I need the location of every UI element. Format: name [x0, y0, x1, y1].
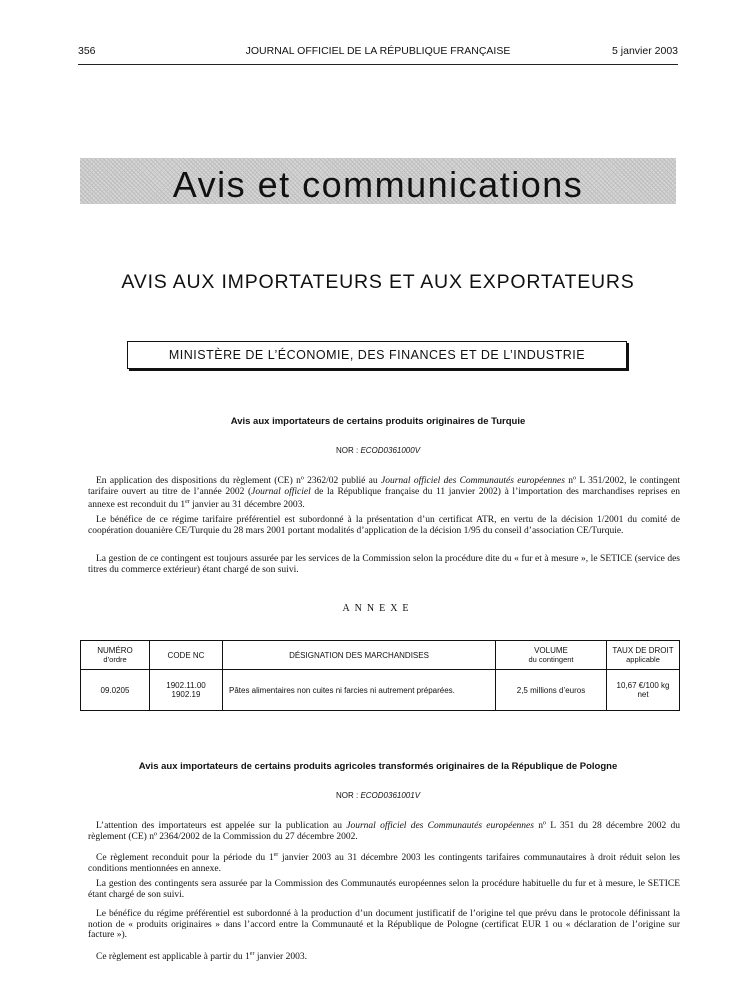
- notice2-paragraph-1: [88, 821, 680, 842]
- header-text: NUMÉRO: [97, 646, 133, 655]
- section-title: AVIS AUX IMPORTATEURS ET AUX EXPORTATEURS: [121, 271, 635, 293]
- text: L’attention des importateurs est appelée sur la publication au: [96, 821, 347, 831]
- text: Ce règlement est applicable à partir du 1: [96, 952, 250, 963]
- nor-code: ECOD0361001V: [360, 791, 421, 800]
- banner-title: Avis et communications: [172, 164, 584, 205]
- header-subtext: applicable: [626, 655, 660, 664]
- notice2-title: Avis aux importateurs de certains produits agricoles transformés originaires de la République de Pologne: [138, 761, 618, 772]
- col-numero-header: [81, 641, 150, 670]
- journal-ce-ref: Journal officiel des Communautés européennes: [346, 821, 534, 831]
- nor-label: NOR :: [335, 446, 359, 455]
- text: En application des dispositions du règlement (CE) nº 2362/02 publié au: [96, 476, 381, 486]
- text: nº L 351 du 28 décembre 2002 du règlement (CE) nº 2364/2002 de la Commission du 27 décembre 2002.: [88, 821, 680, 842]
- code-line: 1902.19: [171, 690, 201, 699]
- superscript: er: [185, 499, 190, 506]
- page-number: 356: [78, 45, 96, 57]
- notice2-paragraph-2: [88, 850, 680, 874]
- table-row: [81, 670, 680, 711]
- col-designation-header: DÉSIGNATION DES MARCHANDISES: [223, 641, 496, 670]
- annexe-label: ANNEXE: [342, 603, 414, 614]
- text: de la République française du 11 janvier 2002) à l’importation des marchandises reprises en annexe est reconduit du 1: [88, 486, 680, 511]
- annex-table: [80, 640, 680, 711]
- journal-title: JOURNAL OFFICIEL DE LA RÉPUBLIQUE FRANÇAISE: [245, 45, 511, 57]
- nor-label: NOR :: [335, 791, 359, 800]
- nor-code: ECOD0361000V: [360, 446, 421, 455]
- text: nº L 351/2002, le contingent tarifaire ouvert au titre de l’année 2002 (: [88, 476, 680, 497]
- text: Ce règlement reconduit pour la période du 1: [96, 853, 274, 864]
- cell-taux: 10,67 €/100 kg net: [607, 670, 680, 711]
- journal-ce-ref: Journal officiel des Communautés européennes: [381, 476, 565, 486]
- ministry-box: MINISTÈRE DE L’ÉCONOMIE, DES FINANCES ET DE L’INDUSTRIE: [127, 341, 627, 369]
- cell-code: [150, 670, 223, 711]
- page-header: [78, 45, 678, 61]
- col-code-header: CODE NC: [150, 641, 223, 670]
- superscript: er: [249, 951, 255, 957]
- header-text: TAUX DE DROIT: [612, 646, 674, 655]
- text: janvier 2003.: [254, 952, 307, 963]
- notice1-nor: [40, 446, 716, 455]
- text: janvier au 31 décembre 2003.: [189, 500, 305, 511]
- cell-numero: 09.0205: [81, 670, 150, 711]
- notice2-paragraph-3: La gestion des contingents sera assurée par la Commission des Communautés européennes selon la procédure habituelle du fur et à mesure, le SETICE étant chargé de son suivi.: [88, 879, 680, 900]
- header-rule: [78, 64, 678, 65]
- col-taux-header: [607, 641, 680, 670]
- header-subtext: d’ordre: [103, 655, 127, 664]
- notice1-paragraph-2: Le bénéfice de ce régime tarifaire préférentiel est subordonné à la présentation d’un certificat ATR, en vertu de la décision 1/2001 du comité de coopération douanière CE/Turquie du 28 mars 2001 portant modalités d’application de la décision 1/95 du conseil d’association CE/Turquie.: [88, 515, 680, 536]
- superscript: er: [273, 852, 279, 858]
- cell-volume: 2,5 millions d’euros: [496, 670, 607, 711]
- notice1-title: Avis aux importateurs de certains produits originaires de Turquie: [230, 416, 526, 427]
- col-volume-header: [496, 641, 607, 670]
- journal-officiel-ref: Journal officiel: [251, 486, 311, 497]
- notice2-paragraph-4: Le bénéfice du régime préférentiel est subordonné à la production d’un document justificatif de l’origine tel que prévu dans le protocole définissant la notion de « produits originaires » dans l’accord entre la Communauté et la République de Pologne (certificat EUR 1 ou « déclaration de l’origine sur facture »).: [88, 909, 680, 941]
- issue-date: 5 janvier 2003: [612, 45, 678, 57]
- notice1-paragraph-1: [88, 476, 680, 511]
- table-header-row: [81, 641, 680, 670]
- header-subtext: du contingent: [528, 655, 574, 664]
- text: janvier 2003 au 31 décembre 2003 les contingents tarifaires communautaires à droit réduit selon les conditions mentionnées en annexe.: [88, 853, 681, 874]
- notice2-paragraph-5: [88, 949, 680, 963]
- notice1-paragraph-3: La gestion de ce contingent est toujours assurée par les services de la Commission selon la procédure dite du « fur et à mesure », le SETICE (service des titres du commerce extérieur) étant chargé de son suivi.: [88, 554, 680, 575]
- header-text: VOLUME: [534, 646, 568, 655]
- notice2-nor: [40, 791, 716, 800]
- code-line: 1902.11.00: [166, 681, 206, 690]
- cell-designation: Pâtes alimentaires non cuites ni farcies ni autrement préparées.: [223, 670, 496, 711]
